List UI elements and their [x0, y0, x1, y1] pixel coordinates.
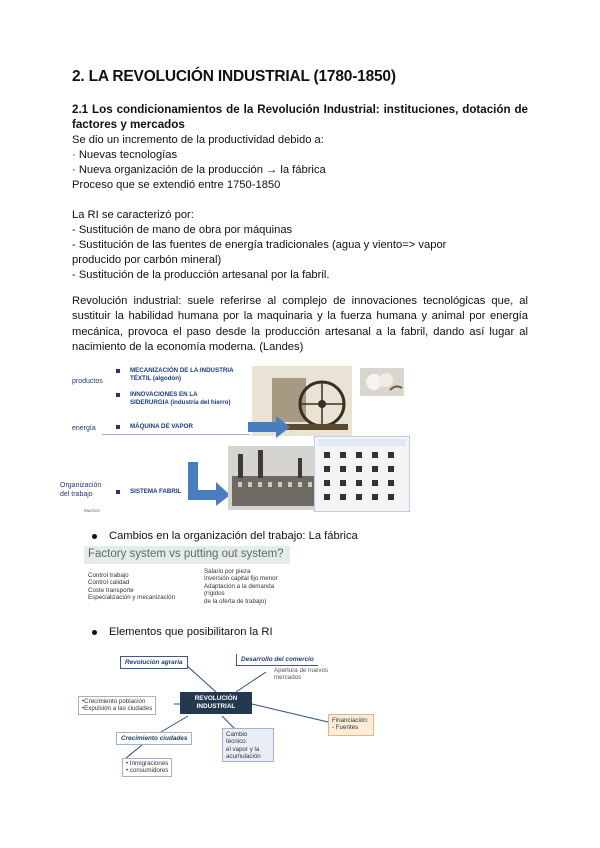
characterized-item: - Sustitución de mano de obra por máquinas: [72, 224, 293, 236]
bullet-dot-icon: [92, 534, 97, 539]
item-textil-b: TÉXTIL (algodón): [130, 375, 182, 382]
divider: [102, 434, 250, 435]
apertura-text: [274, 667, 328, 682]
intro-line: Proceso que se extendió entre 1750-1850: [72, 179, 281, 191]
item-textil-a: MECANIZACIÓN DE LA INDUSTRIA: [130, 367, 234, 374]
box-des-comercio: Desarrollo del comercio: [236, 654, 318, 666]
bullet-square-icon: [116, 393, 120, 397]
bullet-square-icon: [116, 425, 120, 429]
center-line: REVOLUCIÓN: [194, 695, 238, 702]
factory-right-item: de la oferta de trabajo): [204, 597, 267, 605]
characterized-item: - Sustitución de la producción artesanal por la fabril.: [72, 269, 330, 281]
label-org-a: Organización: [60, 482, 102, 489]
label-energia: energía: [72, 425, 96, 432]
financ-line: - Fuentes: [332, 724, 359, 732]
crec-pob-line: •Expulsión a las ciudades: [82, 705, 153, 713]
inmig-line: • Inmigraciones: [126, 760, 169, 767]
factory-right-item: Adaptación a la demanda (rígidos: [204, 582, 275, 598]
cambio-line: el vapor y la: [226, 745, 260, 753]
definition-paragraph: Revolución industrial: suele referirse al complejo de innovaciones tecnológicas que, al sustituir la habilidad humana por la maquinaria y la fuerza humana y animal por energía mecánica, provoca el paso desde la producción artesanal a la fabril, dando así lugar al nacimiento de la economía moderna. (Landes): [72, 295, 528, 353]
intro-line: Se dio un incremento de la productividad debido a:: [72, 134, 324, 146]
characterized-item: - Sustitución de las fuentes de energía tradicionales (agua y viento=> vapor: [72, 239, 447, 251]
factory-left-item: Control calidad: [88, 579, 130, 587]
bullet-square-icon: [116, 369, 120, 373]
section-heading: 2.1 Los condicionamientos de la Revolución Industrial: instituciones, dotación de factores y mercados: [72, 103, 528, 131]
factory-left-item: Control trabajo: [88, 572, 129, 579]
center-line: INDUSTRIAL: [196, 703, 236, 710]
factory-right-item: Inversión capital fijo menor: [204, 575, 278, 583]
intro-line: · Nuevas tecnologías: [72, 149, 178, 161]
page-title: 2. LA REVOLUCIÓN INDUSTRIAL (1780-1850): [72, 68, 396, 85]
arrow-right-icon: [248, 414, 292, 440]
financ-box: [328, 714, 374, 736]
bullet-dot-icon: [92, 630, 97, 635]
cambio-line: Cambio técnico:: [226, 731, 248, 746]
division-of-labor-image: [314, 436, 410, 512]
intro-line: · Nueva organización de la producción → la fábrica: [72, 164, 326, 176]
item-siderurgia-a: INNOVACIONES EN LA: [130, 391, 198, 398]
financ-line: Financiación:: [332, 717, 369, 724]
elements-diagram: [76, 650, 396, 780]
crec-pob-box: [78, 696, 156, 715]
box-crec-ciudades: Crecimiento ciudades: [116, 732, 192, 745]
bullet-text: Elementos que posibilitaron la RI: [109, 626, 273, 638]
inmig-box: [122, 758, 172, 777]
factory-left-list: [88, 572, 175, 602]
center-box: [180, 692, 252, 714]
bullet-factory: [92, 530, 358, 542]
apertura-line: Apertura de nuevos: [274, 667, 329, 674]
characterized-item: producido por carbón mineral): [72, 254, 222, 266]
crec-pob-line: •Crecimiento población: [82, 698, 146, 705]
label-productos: productos: [72, 378, 103, 385]
item-fabril: SISTEMA FABRIL: [130, 488, 182, 495]
arrow-down-right-icon: [186, 462, 232, 506]
factory-left-item: Coste transporte: [88, 586, 134, 594]
factory-system-card: [84, 546, 290, 606]
innovations-diagram: [60, 362, 410, 522]
item-vapor: MÁQUINA DE VAPOR: [130, 423, 193, 430]
inmig-line: • consumidores: [126, 767, 169, 775]
bullet-text: Cambios en la organización del trabajo: La fábrica: [109, 530, 358, 542]
factory-title: Factory system vs putting out system?: [88, 548, 284, 560]
cambio-line: acumulación: [226, 753, 261, 761]
bullet-square-icon: [116, 490, 120, 494]
cambio-box: [222, 728, 274, 762]
factory-right-item: Salario por pieza: [204, 568, 251, 575]
factory-right-list: [204, 568, 290, 605]
cotton-image: [360, 368, 404, 396]
footnote: Muchos: [84, 508, 100, 513]
label-org-b: del trabajo: [60, 491, 93, 498]
factory-left-item: Especialización y mecanización: [88, 594, 176, 602]
characterized-intro: La RI se caracterizó por:: [72, 209, 194, 221]
apertura-line: mercados: [274, 674, 302, 682]
bullet-elements: [92, 626, 273, 638]
box-rev-agraria: Revolución agraria: [120, 656, 188, 669]
item-siderurgia-b: SIDERURGIA (industria del hierro): [130, 399, 231, 406]
